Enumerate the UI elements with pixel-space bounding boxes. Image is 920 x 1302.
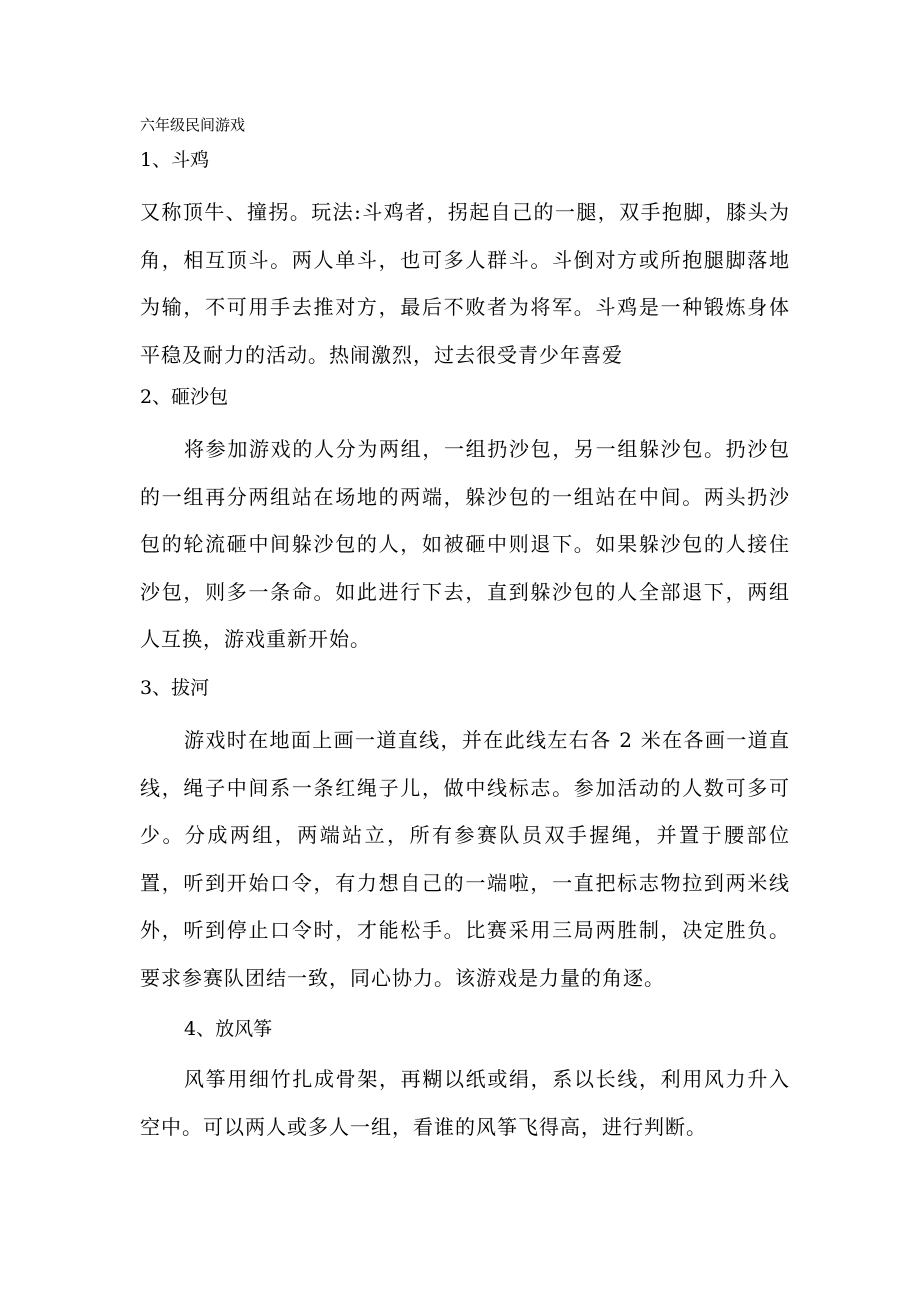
document-title: 六年级民间游戏 xyxy=(140,116,246,134)
section-body-ba-he: 游戏时在地面上画一道直线，并在此线左右各 2 米在各画一道直线，绳子中间系一条红绳子儿，做中线标志。参加活动的人数可多可少。分成两组，两端站立，所有参赛队员双手握绳，并置于腰部位置，听到开始口令，有力想自己的一端啦，一直把标志物拉到两米线外，听到停止口令时，才能松手。比赛采用三局两胜制，决定胜负。要求参赛队团结一致，同心协力。该游戏是力量的角逐。 xyxy=(140,728,790,990)
section-heading-za-sha-bao: 2、砸沙包 xyxy=(140,386,229,408)
section-heading-ba-he: 3、拔河 xyxy=(140,677,210,699)
section-heading-dou-ji: 1、斗鸡 xyxy=(140,149,210,171)
section-body-dou-ji: 又称顶牛、撞拐。玩法:斗鸡者，拐起自己的一腿，双手抱脚，膝头为角，相互顶斗。两人单斗，也可多人群斗。斗倒对方或所抱腿脚落地为输，不可用手去推对方，最后不败者为将军。斗鸡是一种锻炼身体平稳及耐力的活动。热闹激烈，过去很受青少年喜爱 xyxy=(140,200,790,367)
section-heading-fang-feng-zheng: 4、放风筝 xyxy=(184,1018,273,1040)
section-body-fang-feng-zheng: 风筝用细竹扎成骨架，再糊以纸或绢，系以长线，利用风力升入空中。可以两人或多人一组，看谁的风筝飞得高，进行判断。 xyxy=(140,1067,790,1139)
section-body-za-sha-bao: 将参加游戏的人分为两组，一组扔沙包，另一组躲沙包。扔沙包的一组再分两组站在场地的两端，躲沙包的一组站在中间。两头扔沙包的轮流砸中间躲沙包的人，如被砸中则退下。如果躲沙包的人接住沙包，则多一条命。如此进行下去，直到躲沙包的人全部退下，两组人互换，游戏重新开始。 xyxy=(140,437,790,651)
